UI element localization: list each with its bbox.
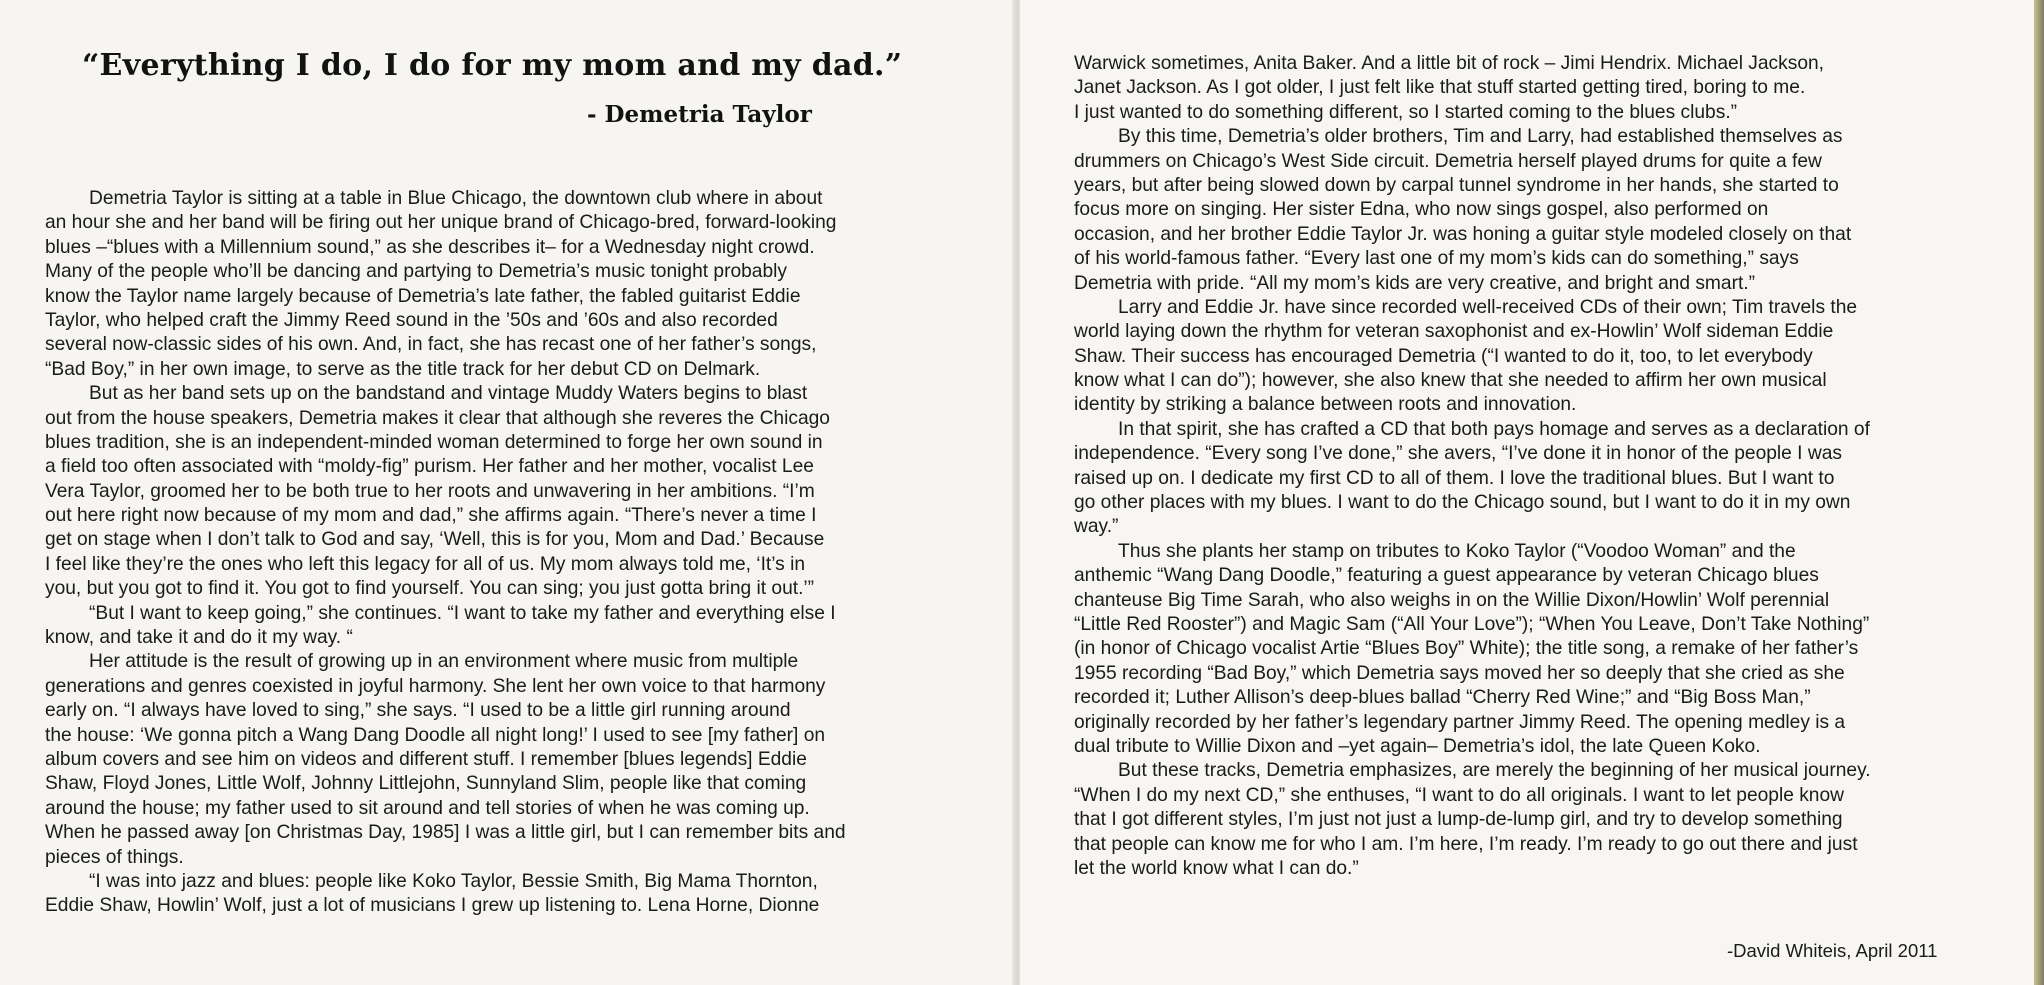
text-line: world laying down the rhythm for veteran saxophonist and ex-Howlin’ Wolf sideman Eddie: [1074, 321, 1834, 343]
text-line: Shaw. Their success has encouraged Demetria (“I wanted to do it, too, to let everybody: [1074, 345, 1813, 367]
text-line: an hour she and her band will be firing out her unique brand of Chicago-bred, forward-looking: [45, 212, 837, 234]
text-line: get on stage when I don’t talk to God and say, ‘Well, this is for you, Mom and Dad.’ Because: [45, 529, 825, 551]
text-line: (in honor of Chicago vocalist Artie “Blues Boy” White); the title song, a remake of her father’s: [1074, 638, 1859, 660]
text-line: When he passed away [on Christmas Day, 1985] I was a little girl, but I can remember bits and: [45, 822, 846, 844]
text-line: Demetria Taylor is sitting at a table in Blue Chicago, the downtown club where in about: [89, 188, 823, 209]
text-line: By this time, Demetria’s older brothers, Tim and Larry, had established themselves as: [1118, 126, 1843, 148]
booklet-edge: [2034, 0, 2044, 985]
text-line: independence. “Every song I’ve done,” she avers, “I’ve done it in honor of the people I was: [1074, 443, 1842, 465]
text-line: that I got different styles, I’m just not just a lump-de-lump girl, and try to develop something: [1074, 809, 1843, 831]
text-line: “But I want to keep going,” she continues. “I want to take my father and everything else I: [89, 602, 836, 624]
text-line: of his world-famous father. “Every last one of my mom’s kids can do something,” says: [1074, 248, 1799, 270]
text-line: But as her band sets up on the bandstand and vintage Muddy Waters begins to blast: [89, 383, 808, 405]
text-line: Many of the people who’ll be dancing and partying to Demetria’s music tonight probably: [45, 261, 787, 283]
text-line: I just wanted to do something different, so I started coming to the blues clubs.”: [1074, 101, 1738, 123]
text-line: out from the house speakers, Demetria makes it clear that although she reveres the Chicago: [45, 407, 830, 429]
text-line: anthemic “Wang Dang Doodle,” featuring a guest appearance by veteran Chicago blues: [1074, 565, 1819, 587]
text-line: Janet Jackson. As I got older, I just felt like that stuff started getting tired, boring to me.: [1074, 77, 1806, 99]
left-article-column: [45, 187, 975, 919]
pull-quote-attribution: - Demetria Taylor: [587, 101, 812, 128]
text-line: Warwick sometimes, Anita Baker. And a little bit of rock – Jimi Hendrix. Michael Jackson,: [1074, 53, 1825, 74]
text-line: blues tradition, she is an independent-minded woman determined to forge her own sound in: [45, 431, 823, 453]
text-line: know what I can do”); however, she also knew that she needed to affirm her own musical: [1074, 370, 1827, 392]
text-line: originally recorded by her father’s legendary partner Jimmy Reed. The opening medley is a: [1074, 711, 1846, 733]
text-line: Eddie Shaw, Howlin’ Wolf, just a lot of musicians I grew up listening to. Lena Horne, Dionne: [45, 895, 820, 917]
text-line: Shaw, Floyd Jones, Little Wolf, Johnny Littlejohn, Sunnyland Slim, people like that coming: [45, 773, 807, 795]
text-line: that people can know me for who I am. I’m here, I’m ready. I’m ready to go out there and just: [1074, 833, 1858, 855]
text-line: generations and genres coexisted in joyful harmony. She lent her own voice to that harmony: [45, 675, 826, 697]
text-line: “When I do my next CD,” she enthuses, “I want to do all originals. I want to let people know: [1074, 784, 1845, 806]
text-line: let the world know what I can do.”: [1074, 857, 1359, 879]
text-line: know the Taylor name largely because of Demetria’s late father, the fabled guitarist Eddie: [45, 285, 801, 307]
text-line: Taylor, who helped craft the Jimmy Reed sound in the ’50s and ’60s and also recorded: [45, 309, 778, 331]
text-line: Larry and Eddie Jr. have since recorded well-received CDs of their own; Tim travels the: [1118, 296, 1858, 318]
text-line: several now-classic sides of his own. And, in fact, she has recast one of her father’s songs,: [45, 334, 817, 356]
text-line: blues –“blues with a Millennium sound,” as she describes it– for a Wednesday night crowd.: [45, 236, 815, 258]
left-page: [0, 0, 1016, 985]
text-line: raised up on. I dedicate my first CD to all of them. I love the traditional blues. But I want to: [1074, 467, 1835, 489]
text-line: out here right now because of my mom and dad,” she affirms again. “There’s never a time I: [45, 505, 817, 527]
pull-quote-headline: “Everything I do, I do for my mom and my dad.”: [82, 48, 903, 83]
text-line: pieces of things.: [45, 846, 184, 868]
text-line: the house: ‘We gonna pitch a Wang Dang Doodle all night long!’ I used to see [my father] on: [45, 724, 826, 746]
text-line: you, but you got to find it. You got to find yourself. You can sing; you just gotta bring it out.’”: [45, 578, 815, 600]
text-line: “I was into jazz and blues: people like Koko Taylor, Bessie Smith, Big Mama Thornton,: [89, 870, 818, 892]
text-line: years, but after being slowed down by carpal tunnel syndrome in her hands, she started to: [1074, 174, 1839, 196]
text-line: occasion, and her brother Eddie Taylor Jr. was honing a guitar style modeled closely on that: [1074, 223, 1852, 245]
text-line: “Little Red Rooster”) and Magic Sam (“All Your Love”); “When You Leave, Don’t Take Nothing”: [1074, 613, 1870, 635]
text-line: chanteuse Big Time Sarah, who also weighs in on the Willie Dixon/Howlin’ Wolf perennial: [1074, 589, 1830, 611]
text-line: dual tribute to Willie Dixon and –yet again– Demetria’s idol, the late Queen Koko.: [1074, 735, 1761, 757]
text-line: early on. “I always have loved to sing,” she says. “I used to be a little girl running around: [45, 700, 791, 722]
text-line: 1955 recording “Bad Boy,” which Demetria says moved her so deeply that she cried as she: [1074, 662, 1845, 684]
text-line: album covers and see him on videos and different stuff. I remember [blues legends] Eddie: [45, 748, 807, 770]
text-line: I feel like they’re the ones who left this legacy for all of us. My mom always told me, ‘It’s in: [45, 553, 806, 575]
text-line: way.”: [1074, 516, 1119, 538]
text-line: recorded it; Luther Allison’s deep-blues ballad “Cherry Red Wine;” and “Big Boss Man,”: [1074, 687, 1811, 709]
right-page: [1020, 0, 2034, 985]
right-article-column: [1074, 52, 2004, 881]
text-line: a field too often associated with “moldy-fig” purism. Her father and her mother, vocalist Lee: [45, 456, 814, 478]
text-line: “Bad Boy,” in her own image, to serve as the title track for her debut CD on Delmark.: [45, 358, 761, 380]
text-line: In that spirit, she has crafted a CD that both pays homage and serves as a declaration of: [1118, 418, 1870, 440]
text-line: know, and take it and do it my way. “: [45, 627, 353, 649]
text-line: Thus she plants her stamp on tributes to Koko Taylor (“Voodoo Woman” and the: [1118, 540, 1796, 562]
text-line: identity by striking a balance between roots and innovation.: [1074, 394, 1577, 416]
author-signature: -David Whiteis, April 2011: [1727, 940, 1938, 961]
text-line: Her attitude is the result of growing up in an environment where music from multiple: [89, 651, 799, 673]
text-line: go other places with my blues. I want to do the Chicago sound, but I want to do it in my own: [1074, 492, 1851, 514]
text-line: drummers on Chicago’s West Side circuit. Demetria herself played drums for quite a few: [1074, 150, 1822, 172]
text-line: Demetria with pride. “All my mom’s kids are very creative, and bright and smart.”: [1074, 272, 1756, 294]
text-line: Vera Taylor, groomed her to be both true to her roots and unwavering in her ambitions. “I’m: [45, 480, 815, 502]
text-line: focus more on singing. Her sister Edna, who now sings gospel, also performed on: [1074, 199, 1769, 221]
text-line: But these tracks, Demetria emphasizes, are merely the beginning of her musical journey.: [1118, 760, 1871, 782]
text-line: around the house; my father used to sit around and tell stories of when he was coming up.: [45, 797, 810, 819]
